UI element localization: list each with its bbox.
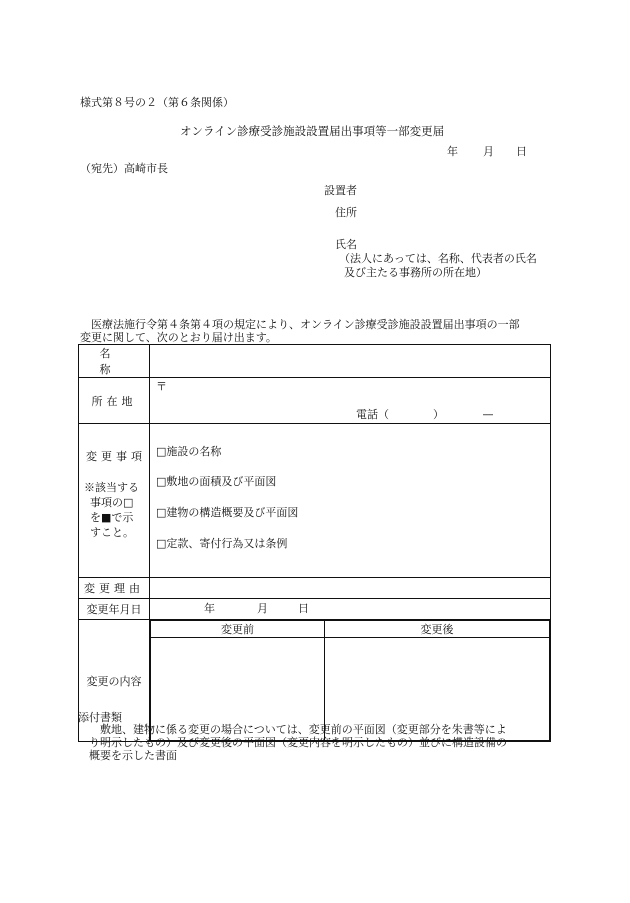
name-note-1: （法人にあっては、名称、代表者の氏名 bbox=[339, 252, 537, 265]
checkbox-building-structure[interactable]: □建物の構造概要及び平面図 bbox=[156, 506, 299, 519]
change-items-cell bbox=[150, 424, 551, 578]
change-form-table bbox=[78, 344, 551, 742]
change-date-field[interactable] bbox=[150, 599, 551, 620]
date-year: 年 bbox=[447, 145, 458, 158]
change-items-note-3: を■で示 bbox=[90, 511, 134, 524]
form-number: 様式第８号の２（第６条関係） bbox=[80, 96, 234, 109]
checkbox-articles[interactable]: □定款、寄付行為又は条例 bbox=[156, 537, 288, 550]
date-day: 日 bbox=[516, 145, 527, 158]
address-label: 住所 bbox=[335, 206, 357, 219]
reason-label: 変更理由 bbox=[84, 582, 144, 595]
postal-mark: 〒 bbox=[156, 380, 167, 393]
name-field-label: 名 称 bbox=[99, 347, 158, 376]
change-date-label: 変更年月日 bbox=[86, 603, 142, 616]
change-items-note-4: すこと。 bbox=[90, 526, 134, 539]
name-note-2: 及び主たる事務所の所在地） bbox=[344, 266, 487, 279]
name-field[interactable] bbox=[150, 345, 551, 378]
checkbox-site-area[interactable]: □敷地の面積及び平面図 bbox=[156, 475, 277, 488]
date-month: 月 bbox=[483, 145, 494, 158]
after-label: 変更後 bbox=[420, 623, 454, 636]
change-items-label-cell bbox=[79, 424, 150, 578]
addressee: （宛先）高崎市長 bbox=[80, 162, 168, 175]
intro-line-1: 医療法施行令第４条第４項の規定により、オンライン診療受診施設設置届出事項の一部 bbox=[91, 318, 520, 331]
name-label: 氏名 bbox=[335, 238, 357, 251]
change-date-day: 日 bbox=[298, 602, 309, 615]
attachment-heading: 添付書類 bbox=[78, 711, 122, 724]
reason-field[interactable] bbox=[150, 578, 551, 599]
change-items-note-1: ※該当する bbox=[84, 481, 139, 494]
before-label: 変更前 bbox=[221, 623, 254, 636]
change-date-month: 月 bbox=[257, 602, 268, 615]
attachment-line-2: り明示したもの）及び変更後の平面図（変更内容を明示したもの）並びに構造設備の bbox=[89, 736, 507, 749]
intro-line-2: 変更に関して、次のとおり届け出ます。 bbox=[80, 331, 277, 344]
change-date-year: 年 bbox=[204, 602, 215, 615]
checkbox-facility-name[interactable]: □施設の名称 bbox=[156, 445, 222, 458]
content-label: 変更の内容 bbox=[86, 674, 142, 688]
location-field[interactable] bbox=[150, 378, 551, 424]
location-field-label: 所在地 bbox=[91, 394, 137, 408]
attachment-line-3: 概要を示した書面 bbox=[89, 749, 177, 762]
document-title: オンライン診療受診施設設置届出事項等一部変更届 bbox=[180, 124, 445, 138]
founder-label: 設置者 bbox=[324, 184, 357, 197]
change-items-label: 変更事項 bbox=[86, 450, 146, 463]
change-items-note-2: 事項の□ bbox=[90, 496, 134, 509]
phone-label: 電話（ ） — bbox=[356, 408, 494, 421]
attachment-line-1: 敷地、建物に係る変更の場合については、変更前の平面図（変更部分を朱書等によ bbox=[100, 723, 507, 736]
